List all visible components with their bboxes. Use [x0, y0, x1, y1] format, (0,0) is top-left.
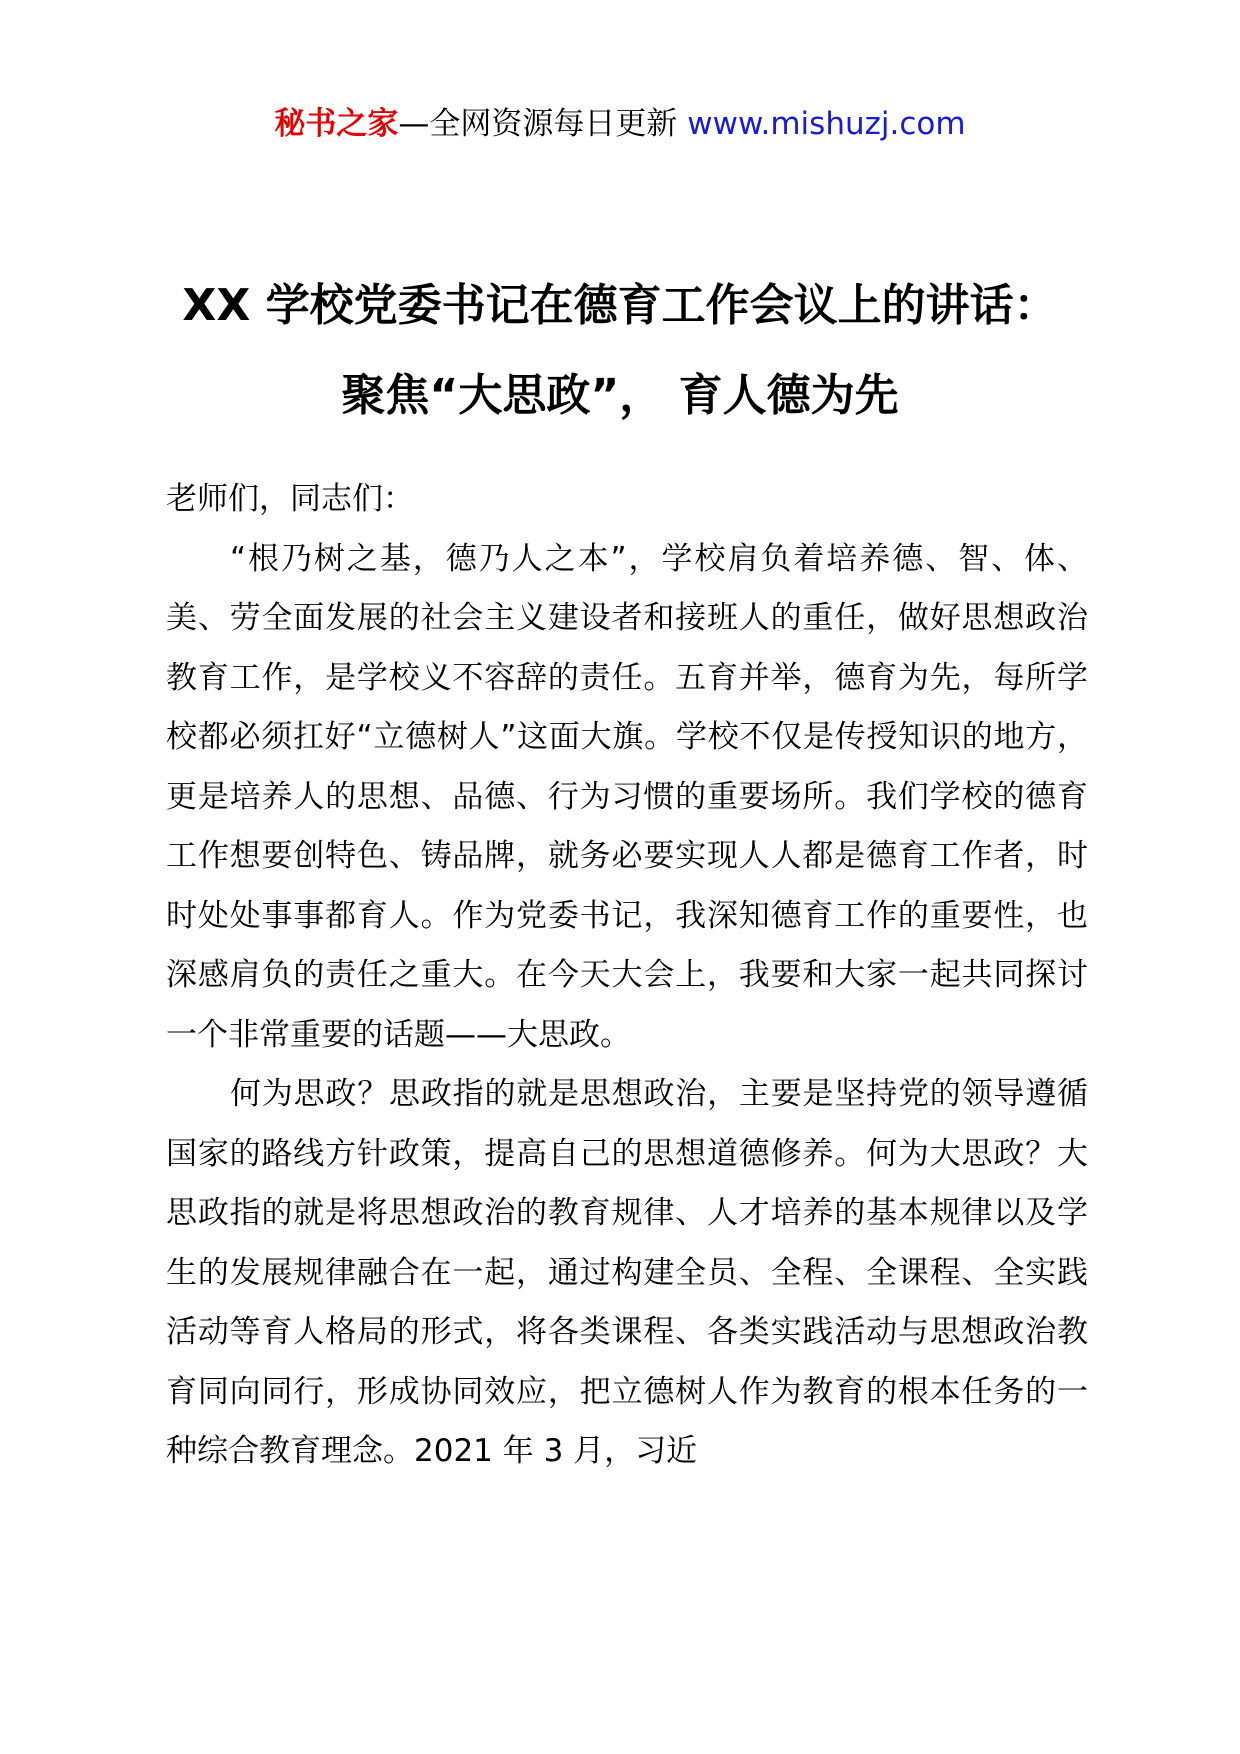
site-header	[0, 100, 1240, 148]
brand-name: 秘书之家	[274, 106, 399, 142]
document-body	[166, 470, 1088, 1482]
salutation: 老师们，同志们：	[166, 481, 414, 517]
body-paragraph-1: “根乃树之基，德乃人之本”，学校肩负着培养德、智、体、美、劳全面发展的社会主义建设者和接班人的重任，做好思想政治教育工作，是学校义不容辞的责任。五育并举，德育为先，每所学校都必须扛好“立德树人”这面大旗。学校不仅是传授知识的地方，更是培养人的思想、品德、行为习惯的重要场所。我们学校的德育工作想要创特色、铸品牌，就务必要实现人人都是德育工作者，时时处处事事都育人。作为党委书记，我深知德育工作的重要性，也深感肩负的责任之重大。在今天大会上，我要和大家一起共同探讨一个非常重要的话题——大思政。	[166, 540, 1088, 1053]
document-title-line-2: 聚焦“大思政”， 育人德为先	[341, 370, 899, 421]
site-url-link[interactable]: www.mishuzj.com	[687, 106, 966, 142]
header-tagline: —全网资源每日更新	[398, 106, 688, 142]
body-paragraph-2: 何为思政？思政指的就是思想政治，主要是坚持党的领导遵循国家的路线方针政策，提高自己的思想道德修养。何为大思政？大思政指的就是将思想政治的教育规律、人才培养的基本规律以及学生的发展规律融合在一起，通过构建全员、全程、全课程、全实践活动等育人格局的形式，将各类课程、各类实践活动与思想政治教育同向同行，形成协同效应，把立德树人作为教育的根本任务的一种综合教育理念。2021 年 3 月，习近	[166, 1076, 1088, 1469]
document-title-line-1: XX 学校党委书记在德育工作会议上的讲话：	[182, 280, 1058, 331]
